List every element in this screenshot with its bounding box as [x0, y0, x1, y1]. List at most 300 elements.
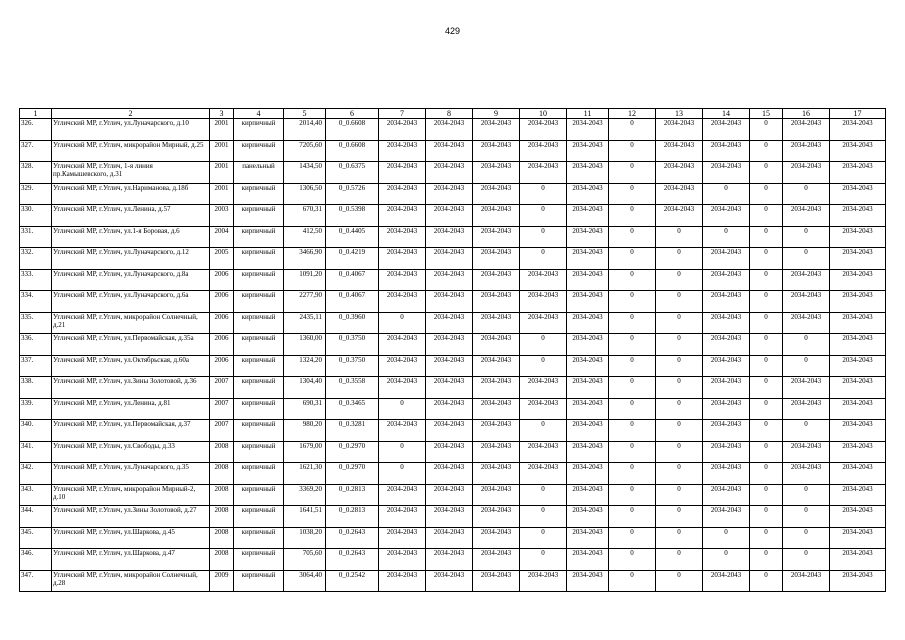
term-cell: 2034-2043: [830, 291, 886, 313]
term-cell: 0: [783, 484, 830, 506]
term-cell: 2034-2043: [426, 527, 473, 549]
term-cell: 0: [750, 140, 783, 162]
term-cell: 0: [783, 183, 830, 205]
term-cell: 2034-2043: [473, 334, 520, 356]
term-cell: 2034-2043: [830, 248, 886, 270]
term-cell: 0: [750, 226, 783, 248]
term-cell: 2034-2043: [567, 570, 609, 592]
term-cell: 0: [750, 484, 783, 506]
wear-index-cell: 0_0.5398: [326, 205, 379, 227]
wear-index-cell: 0_0.3281: [326, 420, 379, 442]
year-built-cell: 2006: [210, 312, 234, 334]
term-cell: 0: [609, 312, 656, 334]
term-cell: 2034-2043: [426, 140, 473, 162]
term-cell: 0: [783, 549, 830, 571]
term-cell: 0: [783, 355, 830, 377]
wear-index-cell: 0_0.3465: [326, 398, 379, 420]
term-cell: 2034-2043: [379, 119, 426, 141]
term-cell: 2034-2043: [473, 527, 520, 549]
area-cell: 2435,11: [284, 312, 326, 334]
term-cell: 2034-2043: [473, 549, 520, 571]
wall-material-cell: кирпичный: [234, 291, 284, 313]
area-cell: 3369,20: [284, 484, 326, 506]
term-cell: 0: [783, 248, 830, 270]
term-cell: 0: [750, 183, 783, 205]
term-cell: 2034-2043: [783, 291, 830, 313]
row-number-cell: 335.: [20, 312, 52, 334]
term-cell: 2034-2043: [567, 162, 609, 184]
term-cell: 2034-2043: [379, 484, 426, 506]
table-row: [20, 183, 886, 205]
term-cell: 2034-2043: [703, 570, 750, 592]
term-cell: 2034-2043: [426, 441, 473, 463]
term-cell: 2034-2043: [703, 269, 750, 291]
column-number: 4: [234, 109, 284, 119]
term-cell: 0: [750, 549, 783, 571]
term-cell: 2034-2043: [520, 398, 567, 420]
term-cell: 2034-2043: [379, 162, 426, 184]
column-number: 13: [656, 109, 703, 119]
term-cell: 2034-2043: [567, 463, 609, 485]
term-cell: 2034-2043: [379, 140, 426, 162]
row-number-cell: 344.: [20, 506, 52, 528]
term-cell: 2034-2043: [703, 463, 750, 485]
term-cell: 0: [750, 119, 783, 141]
term-cell: 2034-2043: [783, 205, 830, 227]
term-cell: 2034-2043: [473, 377, 520, 399]
term-cell: 2034-2043: [656, 183, 703, 205]
wall-material-cell: кирпичный: [234, 248, 284, 270]
year-built-cell: 2006: [210, 269, 234, 291]
term-cell: 2034-2043: [567, 183, 609, 205]
term-cell: 0: [750, 291, 783, 313]
row-number-cell: 334.: [20, 291, 52, 313]
area-cell: 1434,50: [284, 162, 326, 184]
wall-material-cell: панельный: [234, 162, 284, 184]
term-cell: 2034-2043: [830, 183, 886, 205]
wall-material-cell: кирпичный: [234, 377, 284, 399]
term-cell: 2034-2043: [567, 140, 609, 162]
term-cell: 2034-2043: [379, 549, 426, 571]
term-cell: 2034-2043: [473, 484, 520, 506]
wall-material-cell: кирпичный: [234, 527, 284, 549]
wear-index-cell: 0_0.3960: [326, 312, 379, 334]
term-cell: 0: [656, 269, 703, 291]
term-cell: 2034-2043: [830, 205, 886, 227]
term-cell: 0: [609, 484, 656, 506]
term-cell: 2034-2043: [567, 291, 609, 313]
wear-index-cell: 0_0.2813: [326, 484, 379, 506]
term-cell: 0: [750, 398, 783, 420]
column-number: 17: [830, 109, 886, 119]
area-cell: 3064,40: [284, 570, 326, 592]
term-cell: 2034-2043: [379, 226, 426, 248]
term-cell: 2034-2043: [567, 355, 609, 377]
term-cell: 2034-2043: [830, 420, 886, 442]
year-built-cell: 2001: [210, 183, 234, 205]
term-cell: 0: [656, 291, 703, 313]
wear-index-cell: 0_0.5726: [326, 183, 379, 205]
term-cell: 0: [609, 463, 656, 485]
term-cell: 2034-2043: [520, 441, 567, 463]
term-cell: 0: [609, 162, 656, 184]
wall-material-cell: кирпичный: [234, 484, 284, 506]
term-cell: 0: [609, 441, 656, 463]
wear-index-cell: 0_0.6375: [326, 162, 379, 184]
term-cell: 0: [609, 226, 656, 248]
term-cell: 2034-2043: [473, 441, 520, 463]
term-cell: 2034-2043: [830, 140, 886, 162]
term-cell: 2034-2043: [783, 269, 830, 291]
area-cell: 1306,50: [284, 183, 326, 205]
term-cell: 2034-2043: [567, 226, 609, 248]
address-cell: Угличский МР, г.Углич, ул.Зины Золотовой, д.36: [52, 377, 210, 399]
year-built-cell: 2001: [210, 140, 234, 162]
wall-material-cell: кирпичный: [234, 355, 284, 377]
row-number-cell: 343.: [20, 484, 52, 506]
year-built-cell: 2001: [210, 162, 234, 184]
year-built-cell: 2007: [210, 398, 234, 420]
row-number-cell: 339.: [20, 398, 52, 420]
page-number: 429: [444, 26, 461, 36]
term-cell: 2034-2043: [783, 377, 830, 399]
term-cell: 2034-2043: [379, 269, 426, 291]
table-row: [20, 527, 886, 549]
wall-material-cell: кирпичный: [234, 463, 284, 485]
term-cell: 0: [520, 527, 567, 549]
term-cell: 2034-2043: [426, 570, 473, 592]
term-cell: 2034-2043: [783, 162, 830, 184]
table-row: [20, 420, 886, 442]
table-row: [20, 140, 886, 162]
term-cell: 0: [750, 570, 783, 592]
wall-material-cell: кирпичный: [234, 183, 284, 205]
term-cell: 0: [750, 441, 783, 463]
wall-material-cell: кирпичный: [234, 549, 284, 571]
term-cell: 2034-2043: [703, 484, 750, 506]
address-cell: Угличский МР, г.Углич, ул.Луначарского, д.12: [52, 248, 210, 270]
row-number-cell: 329.: [20, 183, 52, 205]
term-cell: 0: [783, 420, 830, 442]
term-cell: 2034-2043: [830, 119, 886, 141]
term-cell: 2034-2043: [426, 506, 473, 528]
term-cell: 2034-2043: [830, 570, 886, 592]
term-cell: 2034-2043: [520, 463, 567, 485]
term-cell: 2034-2043: [567, 377, 609, 399]
term-cell: 2034-2043: [656, 205, 703, 227]
term-cell: 2034-2043: [783, 119, 830, 141]
year-built-cell: 2008: [210, 463, 234, 485]
wall-material-cell: кирпичный: [234, 269, 284, 291]
wall-material-cell: кирпичный: [234, 205, 284, 227]
term-cell: 2034-2043: [473, 355, 520, 377]
table-row: [20, 269, 886, 291]
term-cell: 2034-2043: [830, 484, 886, 506]
column-number: 14: [703, 109, 750, 119]
term-cell: 2034-2043: [473, 291, 520, 313]
term-cell: 0: [520, 205, 567, 227]
term-cell: 2034-2043: [520, 377, 567, 399]
address-cell: Угличский МР, г.Углич, ул.Шаркова, д.45: [52, 527, 210, 549]
wear-index-cell: 0_0.6608: [326, 140, 379, 162]
address-cell: Угличский МР, г.Углич, ул.Ленина, д.57: [52, 205, 210, 227]
column-number: 15: [750, 109, 783, 119]
term-cell: 2034-2043: [703, 291, 750, 313]
term-cell: 2034-2043: [473, 140, 520, 162]
table-row: [20, 377, 886, 399]
column-number: 8: [426, 109, 473, 119]
address-cell: Угличский МР, г.Углич, ул.Зины Золотовой, д.27: [52, 506, 210, 528]
row-number-cell: 340.: [20, 420, 52, 442]
term-cell: 2034-2043: [567, 312, 609, 334]
term-cell: 2034-2043: [426, 269, 473, 291]
address-cell: Угличский МР, г.Углич, микрорайон Солнечный, д.21: [52, 312, 210, 334]
term-cell: 2034-2043: [703, 441, 750, 463]
term-cell: 2034-2043: [426, 334, 473, 356]
term-cell: 2034-2043: [426, 248, 473, 270]
wear-index-cell: 0_0.3750: [326, 334, 379, 356]
table-row: [20, 398, 886, 420]
wear-index-cell: 0_0.2970: [326, 463, 379, 485]
term-cell: 0: [656, 334, 703, 356]
address-cell: Угличский МР, г.Углич, ул.Октябрьская, д.60а: [52, 355, 210, 377]
term-cell: 2034-2043: [426, 398, 473, 420]
area-cell: 2014,40: [284, 119, 326, 141]
term-cell: 0: [703, 527, 750, 549]
area-cell: 3466,90: [284, 248, 326, 270]
column-number: 1: [20, 109, 52, 119]
term-cell: 2034-2043: [567, 269, 609, 291]
term-cell: 2034-2043: [379, 183, 426, 205]
term-cell: 0: [520, 226, 567, 248]
term-cell: 2034-2043: [830, 312, 886, 334]
term-cell: 2034-2043: [703, 119, 750, 141]
term-cell: 2034-2043: [830, 162, 886, 184]
building-repair-table: [19, 108, 886, 592]
area-cell: 7205,60: [284, 140, 326, 162]
wear-index-cell: 0_0.2813: [326, 506, 379, 528]
term-cell: 2034-2043: [656, 119, 703, 141]
term-cell: 2034-2043: [379, 570, 426, 592]
term-cell: 0: [656, 570, 703, 592]
term-cell: 2034-2043: [567, 334, 609, 356]
term-cell: 2034-2043: [567, 549, 609, 571]
term-cell: 2034-2043: [379, 355, 426, 377]
term-cell: 0: [703, 183, 750, 205]
term-cell: 2034-2043: [830, 549, 886, 571]
year-built-cell: 2008: [210, 527, 234, 549]
address-cell: Угличский МР, г.Углич, ул.Ленина, д.81: [52, 398, 210, 420]
area-cell: 2277,90: [284, 291, 326, 313]
row-number-cell: 328.: [20, 162, 52, 184]
term-cell: 0: [656, 484, 703, 506]
term-cell: 2034-2043: [473, 226, 520, 248]
year-built-cell: 2003: [210, 205, 234, 227]
term-cell: 2034-2043: [783, 312, 830, 334]
column-number: 7: [379, 109, 426, 119]
row-number-cell: 338.: [20, 377, 52, 399]
term-cell: 0: [783, 506, 830, 528]
row-number-cell: 327.: [20, 140, 52, 162]
table-row: [20, 119, 886, 141]
term-cell: 2034-2043: [703, 140, 750, 162]
term-cell: 0: [379, 463, 426, 485]
term-cell: 2034-2043: [783, 398, 830, 420]
term-cell: 2034-2043: [830, 377, 886, 399]
term-cell: 2034-2043: [703, 420, 750, 442]
term-cell: 2034-2043: [567, 398, 609, 420]
term-cell: 2034-2043: [783, 441, 830, 463]
wall-material-cell: кирпичный: [234, 420, 284, 442]
term-cell: 0: [609, 549, 656, 571]
term-cell: 0: [750, 205, 783, 227]
term-cell: 2034-2043: [426, 377, 473, 399]
term-cell: 2034-2043: [520, 162, 567, 184]
header-row: [20, 109, 886, 119]
wear-index-cell: 0_0.2643: [326, 549, 379, 571]
term-cell: 2034-2043: [473, 506, 520, 528]
column-number: 9: [473, 109, 520, 119]
year-built-cell: 2004: [210, 226, 234, 248]
term-cell: 2034-2043: [473, 248, 520, 270]
term-cell: 0: [750, 463, 783, 485]
term-cell: 2034-2043: [520, 140, 567, 162]
term-cell: 0: [783, 527, 830, 549]
term-cell: 0: [750, 355, 783, 377]
wear-index-cell: 0_0.2643: [326, 527, 379, 549]
term-cell: 2034-2043: [703, 355, 750, 377]
year-built-cell: 2006: [210, 334, 234, 356]
area-cell: 705,60: [284, 549, 326, 571]
table-row: [20, 506, 886, 528]
term-cell: 0: [656, 226, 703, 248]
term-cell: 0: [656, 398, 703, 420]
column-number: 6: [326, 109, 379, 119]
term-cell: 0: [379, 312, 426, 334]
year-built-cell: 2008: [210, 441, 234, 463]
term-cell: 2034-2043: [567, 506, 609, 528]
column-number: 11: [567, 109, 609, 119]
term-cell: 2034-2043: [830, 506, 886, 528]
term-cell: 2034-2043: [703, 248, 750, 270]
table-row: [20, 484, 886, 506]
term-cell: 0: [520, 355, 567, 377]
row-number-cell: 333.: [20, 269, 52, 291]
term-cell: 2034-2043: [783, 140, 830, 162]
area-cell: 1621,30: [284, 463, 326, 485]
term-cell: 0: [656, 527, 703, 549]
year-built-cell: 2009: [210, 570, 234, 592]
term-cell: 2034-2043: [567, 119, 609, 141]
area-cell: 1641,51: [284, 506, 326, 528]
term-cell: 0: [656, 420, 703, 442]
term-cell: 2034-2043: [703, 334, 750, 356]
term-cell: 2034-2043: [783, 570, 830, 592]
term-cell: 0: [750, 527, 783, 549]
row-number-cell: 336.: [20, 334, 52, 356]
address-cell: Угличский МР, г.Углич, ул.Луначарского, д.35: [52, 463, 210, 485]
term-cell: 0: [520, 484, 567, 506]
term-cell: 0: [520, 334, 567, 356]
term-cell: 2034-2043: [830, 463, 886, 485]
term-cell: 0: [520, 506, 567, 528]
area-cell: 1304,40: [284, 377, 326, 399]
term-cell: 2034-2043: [520, 119, 567, 141]
term-cell: 2034-2043: [473, 312, 520, 334]
term-cell: 0: [656, 549, 703, 571]
year-built-cell: 2007: [210, 377, 234, 399]
term-cell: 2034-2043: [703, 205, 750, 227]
term-cell: 2034-2043: [567, 441, 609, 463]
term-cell: 2034-2043: [520, 269, 567, 291]
address-cell: Угличский МР, г.Углич, микрорайон Мирный-2, д.10: [52, 484, 210, 506]
address-cell: Угличский МР, г.Углич, ул.Свободы, д.33: [52, 441, 210, 463]
year-built-cell: 2008: [210, 549, 234, 571]
wear-index-cell: 0_0.3558: [326, 377, 379, 399]
term-cell: 0: [703, 549, 750, 571]
term-cell: 0: [656, 355, 703, 377]
address-cell: Угличский МР, г.Углич, ул.Первомайская, д.35а: [52, 334, 210, 356]
term-cell: 0: [379, 441, 426, 463]
address-cell: Угличский МР, г.Углич, ул.Луначарского, д.6а: [52, 291, 210, 313]
address-cell: Угличский МР, г.Углич, микрорайон Мирный, д.25: [52, 140, 210, 162]
column-number: 12: [609, 109, 656, 119]
term-cell: 2034-2043: [520, 291, 567, 313]
term-cell: 0: [656, 377, 703, 399]
term-cell: 2034-2043: [830, 398, 886, 420]
term-cell: 0: [609, 506, 656, 528]
term-cell: 2034-2043: [830, 355, 886, 377]
year-built-cell: 2008: [210, 484, 234, 506]
area-cell: 1038,20: [284, 527, 326, 549]
term-cell: 2034-2043: [473, 398, 520, 420]
term-cell: 2034-2043: [473, 570, 520, 592]
row-number-cell: 346.: [20, 549, 52, 571]
term-cell: 2034-2043: [379, 527, 426, 549]
term-cell: 0: [783, 334, 830, 356]
address-cell: Угличский МР, г.Углич, ул.Луначарского, д.10: [52, 119, 210, 141]
year-built-cell: 2006: [210, 291, 234, 313]
term-cell: 0: [609, 570, 656, 592]
wall-material-cell: кирпичный: [234, 140, 284, 162]
row-number-cell: 347.: [20, 570, 52, 592]
column-number: 2: [52, 109, 210, 119]
term-cell: 0: [750, 162, 783, 184]
row-number-cell: 337.: [20, 355, 52, 377]
term-cell: 2034-2043: [830, 441, 886, 463]
year-built-cell: 2005: [210, 248, 234, 270]
term-cell: 2034-2043: [379, 248, 426, 270]
wall-material-cell: кирпичный: [234, 312, 284, 334]
wear-index-cell: 0_0.2970: [326, 441, 379, 463]
term-cell: 2034-2043: [703, 312, 750, 334]
term-cell: 2034-2043: [473, 269, 520, 291]
row-number-cell: 331.: [20, 226, 52, 248]
term-cell: 0: [750, 420, 783, 442]
term-cell: 2034-2043: [426, 463, 473, 485]
term-cell: 2034-2043: [473, 162, 520, 184]
term-cell: 2034-2043: [703, 377, 750, 399]
term-cell: 2034-2043: [426, 484, 473, 506]
term-cell: 0: [609, 527, 656, 549]
column-number: 3: [210, 109, 234, 119]
term-cell: 2034-2043: [379, 506, 426, 528]
wear-index-cell: 0_0.3750: [326, 355, 379, 377]
term-cell: 2034-2043: [567, 420, 609, 442]
term-cell: 2034-2043: [830, 226, 886, 248]
term-cell: 0: [609, 269, 656, 291]
year-built-cell: 2007: [210, 420, 234, 442]
